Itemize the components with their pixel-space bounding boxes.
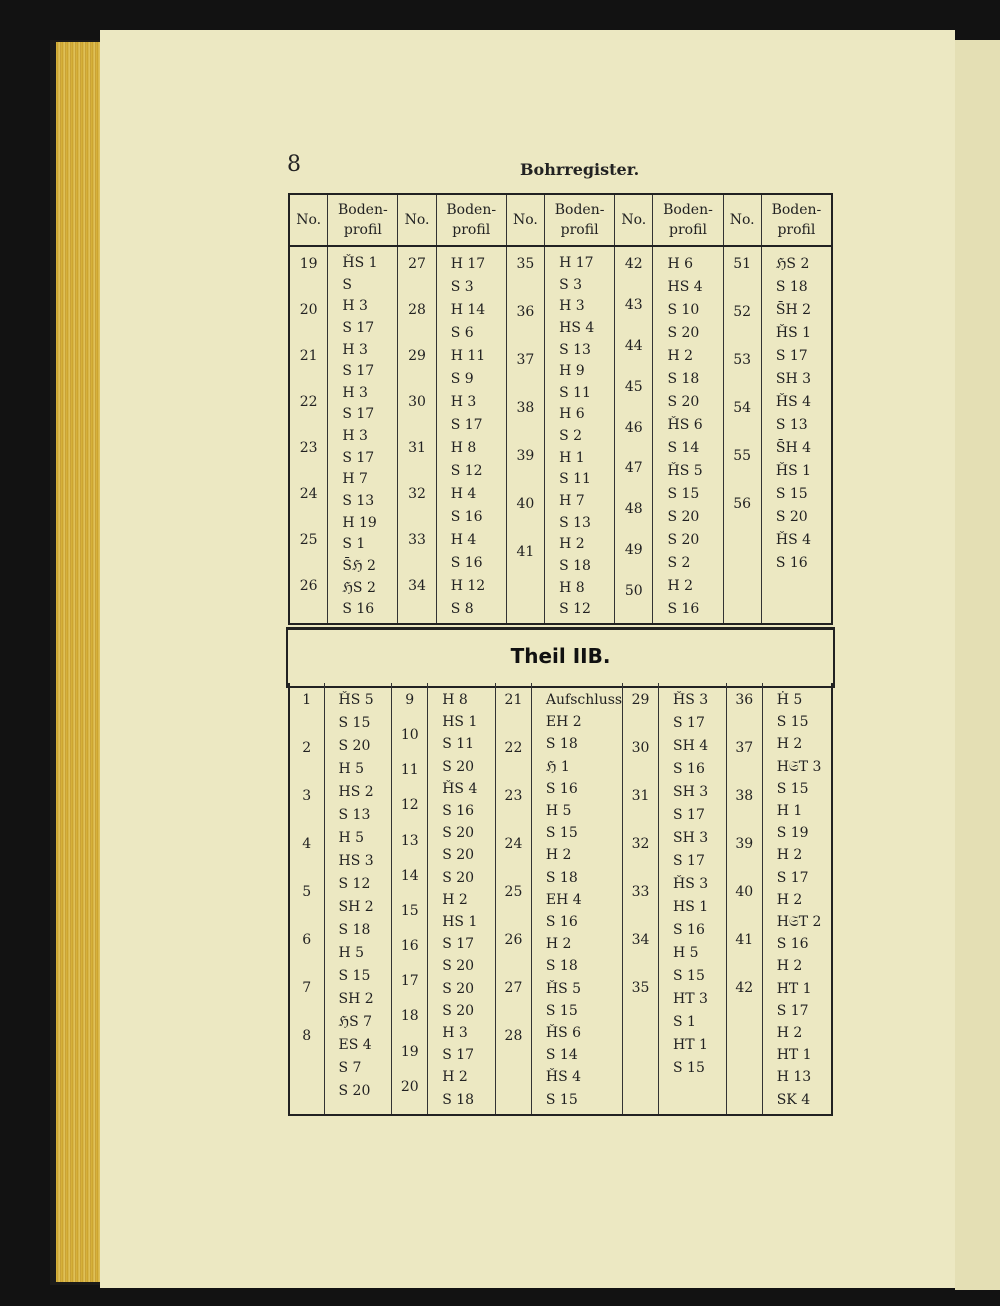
soil-profile-entry: S 20: [667, 394, 700, 410]
soil-profile-entry: S 18: [545, 869, 578, 886]
no-column: [623, 683, 659, 1115]
soil-profile-entry: S 18: [442, 1091, 475, 1108]
entry-number: 23: [299, 440, 318, 456]
entry-number: 18: [400, 1008, 419, 1025]
soil-profile-entry: H 6: [559, 406, 585, 423]
soil-profile-entry: H 1: [776, 803, 803, 820]
entry-number: 53: [733, 352, 752, 368]
soil-profile-entry: S 20: [442, 847, 475, 864]
section-title: Theil IIB.: [510, 644, 611, 668]
entry-number: 32: [408, 486, 426, 502]
soil-profile-entry: S 17: [775, 348, 808, 364]
header-profil: Boden- profil: [653, 194, 723, 246]
soil-profile-entry: HS 1: [673, 899, 709, 915]
no-column: [723, 246, 761, 624]
entry-number: 22: [504, 740, 523, 756]
soil-profile-entry: H 3: [342, 428, 368, 445]
entry-number: 41: [735, 932, 754, 948]
soil-profile-entry: EH 4: [545, 891, 582, 908]
soil-profile-entry: H𝔖T 3: [776, 758, 822, 775]
soil-profile-entry: S 19: [776, 825, 809, 842]
entry-number: 52: [733, 304, 752, 320]
soil-profile-entry: S 17: [673, 807, 705, 823]
adjacent-page: [955, 40, 1000, 1290]
entry-number: 19: [299, 256, 318, 272]
soil-profile-entry: S 17: [673, 853, 705, 869]
soil-profile-entry: S 20: [442, 958, 475, 975]
soil-profile-entry: HT 1: [776, 980, 812, 997]
soil-profile-entry: Aufschluss: [545, 692, 623, 708]
entry-number: 28: [408, 302, 426, 318]
soil-profile-entry: HS 4: [559, 319, 595, 336]
header-profil: Boden- profil: [436, 194, 506, 246]
soil-profile-entry: S 20: [442, 1002, 475, 1019]
header-no: No.: [506, 194, 544, 246]
soil-profile-entry: H 2: [442, 1069, 468, 1086]
header-no: No.: [398, 194, 436, 246]
soil-profile-entry: S 14: [667, 440, 700, 456]
soil-profile-entry: HS 2: [338, 784, 374, 800]
soil-profile-entry: ℌS 2: [775, 256, 810, 272]
soil-profile-entry: EH 2: [545, 714, 582, 731]
soil-profile-entry: S 13: [342, 493, 375, 510]
entry-number: 48: [624, 501, 643, 518]
soil-profile-entry: ȞS 5: [545, 980, 582, 997]
entry-number: 21: [299, 348, 318, 364]
soil-profile-entry: S 20: [442, 825, 475, 842]
table-body-row: [289, 683, 832, 1115]
entry-number: 4: [302, 836, 312, 852]
soil-profile-entry: S 17: [442, 936, 475, 953]
soil-profile-entry: H 7: [559, 493, 585, 510]
entry-number: 37: [516, 352, 535, 368]
entry-number: 34: [408, 578, 426, 594]
soil-profile-entry: S 16: [667, 601, 700, 617]
soil-profile-entry: S 15: [545, 825, 578, 842]
entry-number: 21: [504, 692, 523, 708]
entry-number: 11: [400, 762, 419, 779]
profil-column: [436, 246, 506, 624]
entry-number: 29: [408, 348, 426, 364]
soil-profile-entry: S 17: [442, 1047, 475, 1064]
soil-profile-entry: SK 4: [776, 1091, 811, 1108]
soil-profile-entry: S 16: [673, 922, 705, 938]
entry-number: 7: [302, 980, 312, 996]
entry-number: 2: [302, 740, 312, 756]
soil-profile-entry: ȞS 3: [673, 876, 709, 892]
entry-number: 30: [631, 740, 650, 756]
entry-number: 34: [631, 932, 650, 948]
entry-number: 55: [733, 448, 752, 464]
entry-number: 42: [735, 980, 754, 996]
soil-profile-entry: S 3: [450, 279, 474, 295]
soil-profile-entry: S 20: [338, 738, 371, 754]
soil-profile-entry: S 10: [667, 302, 700, 318]
soil-profile-entry: S 20: [442, 758, 475, 775]
entry-number: 33: [631, 884, 650, 900]
soil-profile-entry: H 7: [342, 471, 368, 488]
soil-profile-entry: H 2: [442, 891, 468, 908]
entry-number: 24: [299, 486, 318, 502]
soil-profile-entry: S 15: [667, 486, 700, 502]
soil-profile-entry: H 3: [559, 298, 585, 315]
soil-profile-entry: S 15: [545, 1091, 578, 1108]
soil-profile-entry: HS 1: [442, 914, 478, 931]
soil-profile-entry: S 15: [338, 715, 371, 731]
soil-profile-entry: S 17: [450, 417, 483, 433]
entry-number: 27: [408, 256, 426, 272]
page-number: 8: [287, 152, 301, 177]
entry-number: 15: [400, 902, 419, 919]
entry-number: 24: [504, 836, 523, 852]
header-no: No.: [615, 194, 653, 246]
entry-number: 43: [624, 296, 643, 313]
soil-profile-entry: H 6: [667, 256, 694, 272]
soil-profile-entry: S 11: [559, 471, 591, 488]
entry-number: 31: [408, 440, 426, 456]
soil-profile-entry: H 2: [776, 1025, 803, 1042]
soil-profile-entry: S 18: [545, 736, 578, 753]
no-column: [398, 246, 436, 624]
header-no: No.: [723, 194, 761, 246]
soil-profile-entry: HT 1: [776, 1047, 812, 1064]
header-profil: Boden- profil: [328, 194, 398, 246]
no-column: [289, 246, 328, 624]
soil-profile-entry: S 16: [450, 555, 483, 571]
soil-profile-entry: S 20: [338, 1083, 371, 1099]
soil-profile-entry: H 4: [450, 532, 477, 548]
header-profil: Boden- profil: [545, 194, 615, 246]
entry-number: 56: [733, 496, 752, 512]
entry-number: 14: [400, 867, 419, 884]
soil-profile-entry: ȞS 1: [775, 325, 812, 341]
entry-number: 42: [624, 256, 643, 272]
soil-profile-entry: ȞS 5: [338, 692, 374, 708]
soil-profile-entry: H 11: [450, 348, 486, 364]
soil-profile-entry: S 16: [776, 936, 809, 953]
soil-profile-entry: S 15: [338, 968, 371, 984]
entry-number: 12: [400, 797, 419, 814]
soil-profile-entry: SH 3: [673, 830, 709, 846]
soil-profile-entry: SH 2: [338, 991, 374, 1007]
entry-number: 38: [735, 788, 754, 804]
header-no: No.: [289, 194, 328, 246]
soil-profile-entry: S: [342, 276, 352, 293]
soil-profile-entry: ȞS 6: [667, 417, 703, 433]
soil-profile-entry: H 5: [338, 945, 365, 961]
soil-profile-entry: ℌ 1: [545, 758, 570, 775]
soil-profile-entry: S 15: [673, 968, 705, 984]
profil-column: [761, 246, 832, 624]
soil-profile-entry: S 17: [342, 406, 375, 423]
soil-profile-entry: H 2: [545, 936, 572, 953]
soil-profile-entry: H 14: [450, 302, 486, 318]
soil-profile-entry: S 13: [559, 341, 591, 358]
profil-column: [653, 246, 723, 624]
entry-number: 38: [516, 400, 535, 416]
soil-profile-entry: SH 3: [775, 371, 812, 387]
soil-profile-entry: S 2: [667, 555, 691, 571]
soil-profile-entry: ȞS 6: [545, 1025, 582, 1042]
header-profil: Boden- profil: [761, 194, 832, 246]
entry-number: 45: [624, 378, 643, 395]
soil-profile-entry: ȞS 4: [442, 780, 478, 797]
soil-profile-entry: SH 4: [673, 738, 709, 754]
soil-profile-entry: S 17: [342, 363, 375, 380]
section-divider: [286, 627, 835, 688]
entry-number: 46: [624, 419, 643, 436]
soil-profile-entry: S 18: [545, 958, 578, 975]
soil-profile-entry: S 20: [442, 980, 475, 997]
register-table-2: [288, 683, 833, 1116]
soil-profile-entry: H 13: [776, 1069, 812, 1086]
soil-profile-entry: H 2: [776, 736, 803, 753]
soil-profile-entry: H 8: [559, 579, 585, 596]
entry-number: 29: [631, 692, 650, 708]
soil-profile-entry: S 3: [559, 276, 583, 293]
entry-number: 6: [302, 932, 312, 948]
entry-number: 35: [516, 256, 535, 272]
soil-profile-entry: S 13: [338, 807, 371, 823]
soil-profile-entry: ȞS 1: [342, 255, 378, 271]
no-column: [289, 683, 324, 1115]
soil-profile-entry: H 19: [342, 514, 377, 531]
soil-profile-entry: H 17: [450, 256, 486, 272]
soil-profile-entry: S 6: [450, 325, 474, 341]
entry-number: 36: [516, 304, 535, 320]
running-head: Bohrregister.: [520, 160, 640, 179]
no-column: [726, 683, 762, 1115]
soil-profile-entry: H 5: [545, 803, 572, 820]
profil-column: [659, 683, 727, 1115]
entry-number: 28: [504, 1028, 523, 1044]
soil-profile-entry: H 3: [442, 1025, 468, 1042]
soil-profile-entry: S 16: [545, 780, 578, 797]
table-body-row: [289, 246, 832, 624]
soil-profile-entry: S 2: [559, 428, 583, 445]
soil-profile-entry: S 17: [342, 449, 375, 466]
no-column: [392, 683, 428, 1115]
soil-profile-entry: ȞS 1: [775, 463, 812, 479]
soil-profile-entry: S 7: [338, 1060, 362, 1076]
entry-number: 26: [504, 932, 523, 948]
soil-profile-entry: H 3: [450, 394, 477, 410]
entry-number: 25: [504, 884, 523, 900]
entry-number: 22: [299, 394, 318, 410]
soil-profile-entry: HS 4: [667, 279, 703, 295]
soil-profile-entry: S 17: [776, 869, 809, 886]
soil-profile-entry: S 12: [450, 463, 483, 479]
entry-number: 31: [631, 788, 650, 804]
register-table-1: [288, 193, 833, 625]
soil-profile-entry: S 20: [775, 509, 808, 525]
entry-number: 50: [624, 583, 643, 599]
soil-profile-entry: H 2: [776, 958, 803, 975]
table-header-row: [289, 194, 832, 246]
entry-number: 26: [299, 578, 318, 594]
soil-profile-entry: ȞS 4: [775, 394, 812, 410]
entry-number: 19: [400, 1043, 419, 1060]
no-column: [615, 246, 653, 624]
soil-profile-entry: S 17: [673, 715, 705, 731]
entry-number: 16: [400, 938, 419, 955]
entry-number: 5: [302, 884, 312, 900]
soil-profile-entry: S̄H 4: [775, 440, 812, 456]
soil-profile-entry: S 15: [775, 486, 808, 502]
soil-profile-entry: H 5: [673, 945, 699, 961]
soil-profile-entry: S 14: [545, 1047, 578, 1064]
soil-profile-entry: S 16: [673, 761, 705, 777]
soil-profile-entry: S 16: [545, 914, 578, 931]
entry-number: 49: [624, 542, 643, 559]
profil-column: [328, 246, 398, 624]
soil-profile-entry: S 17: [776, 1002, 809, 1019]
entry-number: 10: [400, 727, 419, 744]
soil-profile-entry: H 3: [342, 341, 368, 358]
soil-profile-entry: H 8: [442, 692, 468, 708]
entry-number: 39: [516, 448, 535, 464]
soil-profile-entry: H𝔖T 2: [776, 914, 822, 931]
entry-number: 47: [624, 460, 643, 477]
soil-profile-entry: S̄ℌ 2: [342, 557, 376, 574]
profil-column: [762, 683, 832, 1115]
soil-profile-entry: H 1: [559, 449, 585, 466]
soil-profile-entry: S 9: [450, 371, 474, 387]
soil-profile-entry: ȞS 3: [673, 692, 709, 708]
entry-number: 9: [405, 692, 415, 708]
entry-number: 32: [631, 836, 650, 852]
soil-profile-entry: H 2: [667, 348, 694, 364]
soil-profile-entry: HT 1: [673, 1037, 708, 1053]
soil-profile-entry: S 11: [559, 384, 591, 401]
entry-number: 33: [408, 532, 426, 548]
soil-profile-entry: ȞS 4: [545, 1069, 582, 1086]
soil-profile-entry: S 18: [667, 371, 700, 387]
entry-number: 17: [400, 973, 419, 990]
soil-profile-entry: S 15: [776, 780, 809, 797]
soil-profile-entry: ȞS 4: [775, 532, 812, 548]
soil-profile-entry: S 13: [559, 514, 591, 531]
soil-profile-entry: HS 3: [338, 853, 374, 869]
entry-number: 37: [735, 740, 754, 756]
soil-profile-entry: Ḣ 5: [776, 692, 803, 708]
entry-number: 1: [302, 692, 312, 708]
soil-profile-entry: H 3: [342, 298, 368, 315]
soil-profile-entry: H 8: [450, 440, 477, 456]
soil-profile-entry: S 16: [442, 803, 475, 820]
soil-profile-entry: S 1: [342, 536, 366, 553]
profil-column: [531, 683, 622, 1115]
soil-profile-entry: S 20: [667, 532, 700, 548]
entry-number: 40: [516, 496, 535, 512]
soil-profile-entry: S 1: [673, 1014, 696, 1030]
entry-number: 51: [733, 256, 752, 272]
soil-profile-entry: H 3: [342, 384, 368, 401]
soil-profile-entry: H 9: [559, 363, 585, 380]
entry-number: 39: [735, 836, 754, 852]
page-edges: [56, 42, 102, 1282]
entry-number: 3: [302, 788, 312, 804]
soil-profile-entry: S 16: [342, 601, 375, 618]
soil-profile-entry: S 13: [775, 417, 808, 433]
soil-profile-entry: S 18: [338, 922, 371, 938]
soil-profile-entry: H 2: [545, 847, 572, 864]
soil-profile-entry: S 20: [667, 509, 700, 525]
soil-profile-entry: S 18: [559, 557, 591, 574]
entry-number: 27: [504, 980, 523, 996]
entry-number: 41: [516, 544, 535, 560]
soil-profile-entry: ȞS 5: [667, 463, 703, 479]
soil-profile-entry: H 5: [338, 830, 365, 846]
profil-column: [324, 683, 392, 1115]
soil-profile-entry: S 8: [450, 601, 474, 617]
soil-profile-entry: S 15: [673, 1060, 705, 1076]
soil-profile-entry: S 11: [442, 736, 475, 753]
soil-profile-entry: H 12: [450, 578, 486, 594]
soil-profile-entry: ℌS 2: [342, 579, 376, 596]
soil-profile-entry: ℌS 7: [338, 1014, 373, 1030]
entry-number: 54: [733, 400, 752, 416]
soil-profile-entry: H 17: [559, 255, 594, 271]
soil-profile-entry: H 4: [450, 486, 477, 502]
entry-number: 20: [400, 1078, 419, 1095]
soil-profile-entry: S 20: [667, 325, 700, 341]
profil-column: [428, 683, 496, 1115]
soil-profile-entry: HS 1: [442, 714, 478, 731]
entry-number: 8: [302, 1028, 312, 1044]
soil-profile-entry: S 16: [775, 555, 808, 571]
soil-profile-entry: S 16: [450, 509, 483, 525]
soil-profile-entry: H 2: [776, 847, 803, 864]
soil-profile-entry: SH 3: [673, 784, 709, 800]
entry-number: 13: [400, 832, 419, 849]
soil-profile-entry: S 12: [559, 601, 591, 618]
soil-profile-entry: H 2: [776, 891, 803, 908]
entry-number: 25: [299, 532, 318, 548]
entry-number: 36: [735, 692, 754, 708]
soil-profile-entry: S 17: [342, 319, 375, 336]
entry-number: 35: [631, 980, 650, 996]
soil-profile-entry: S 15: [776, 714, 809, 731]
soil-profile-entry: H 2: [559, 536, 585, 553]
entry-number: 30: [408, 394, 426, 410]
no-column: [496, 683, 532, 1115]
entry-number: 20: [299, 302, 318, 318]
soil-profile-entry: S 18: [775, 279, 808, 295]
soil-profile-entry: SH 2: [338, 899, 374, 915]
soil-profile-entry: HT 3: [673, 991, 708, 1007]
entry-number: 44: [624, 337, 643, 354]
entry-number: 23: [504, 788, 523, 804]
soil-profile-entry: H 5: [338, 761, 365, 777]
soil-profile-entry: ES 4: [338, 1037, 372, 1053]
soil-profile-entry: S 15: [545, 1002, 578, 1019]
soil-profile-entry: H 2: [667, 578, 694, 594]
profil-column: [545, 246, 615, 624]
soil-profile-entry: S̄H 2: [775, 302, 812, 318]
soil-profile-entry: S 20: [442, 869, 475, 886]
entry-number: 40: [735, 884, 754, 900]
soil-profile-entry: S 12: [338, 876, 371, 892]
no-column: [506, 246, 544, 624]
